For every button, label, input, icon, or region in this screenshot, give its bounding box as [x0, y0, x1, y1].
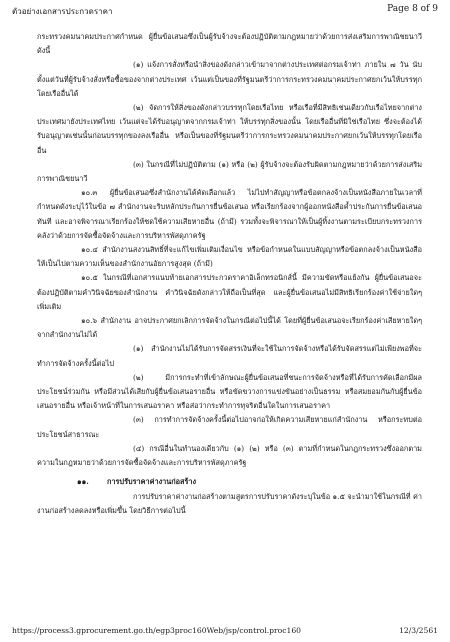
footer-url: https://process3.gprocurement.go.th/egp3proc160Web/jsp/control.proc160	[12, 626, 301, 635]
paragraph: (๒) มีการกระทำที่เข้าลักษณะผู้ยื่นข้อเสนอที่ชนะการจัดจ้างหรือที่ได้รับการคัดเลือกมีผลประโยชน์ร่วมกัน หรือมีส่วนได้เสียกับผู้ยื่นข้อเสนอรายอื่น หรือขัดขวางการแข่งขันอย่างเป็นธรรม หรือสมยอมกันกับผู้ยื่นข้อเสนอรายอื่น หรือเจ้าหน้าที่ในการเสนอราคา หรือส่อว่ากระทำการทุจริตอื่นใดในการเสนอราคา	[37, 372, 422, 411]
paragraph-list	[37, 30, 422, 470]
paragraph: (๑) แจ้งการสั่งหรือนำสิ่งของดังกล่าวเข้ามาจากต่างประเทศต่อกรมเจ้าท่า ภายใน ๗ วัน นับตั้งแต่วันที่ผู้รับจ้างสั่งหรือซื้อของจากต่างประเทศ เว้นแต่เป็นของที่รัฐมนตรีว่าการกระทรวงคมนาคมประกาศยกเว้นให้บรรทุกโดยเรืออื่นได้	[37, 60, 422, 98]
document-body	[37, 30, 422, 518]
paragraph: (๑) สำนักงานไม่ได้รับการจัดสรรเงินที่จะใช้ในการจัดจ้างหรือได้รับจัดสรรแต่ไม่เพียงพอที่จะทำการจัดจ้างครั้งนี้ต่อไป	[37, 344, 422, 368]
section-number: ๑๑.	[77, 477, 89, 487]
paragraph: (๔) กรณีอื่นในทำนองเดียวกับ (๑) (๒) หรือ (๓) ตามที่กำหนดในกฎกระทรวงซึ่งออกตามความในกฎหมายว่าด้วยการจัดซื้อจัดจ้างและการบริหารพัสดุภาครัฐ	[37, 443, 422, 468]
footer-date: 12/3/2561	[399, 626, 438, 635]
paragraph: (๒) จัดการให้สิ่งของดังกล่าวบรรทุกโดยเรือไทย หรือเรือที่มีสิทธิเช่นเดียวกับเรือไทยจากต่างประเทศมายังประเทศไทย เว้นแต่จะได้รับอนุญาตจากกรมเจ้าท่า ให้บรรทุกสิ่งของนั้น โดยเรืออื่นที่มิใช่เรือไทย ซึ่งจะต้องได้รับอนุญาตเช่นนั้นก่อนบรรทุกของลงเรืออื่น หรือเป็นของที่รัฐมนตรีว่าการกระทรวงคมนาคมประกาศยกเว้นให้บรรทุกโดยเรืออื่น	[37, 103, 422, 155]
section-11-heading	[37, 475, 422, 489]
paragraph: ๑๐.๓ ผู้ยื่นข้อเสนอซึ่งสำนักงานได้คัดเลือกแล้ว ไม่ไปทำสัญญาหรือข้อตกลงจ้างเป็นหนังสือภายในเวลาที่กำหนดดังระบุไว้ในข้อ ๗ สำนักงานจะริบหลักประกันการยื่นข้อเสนอ หรือเรียกร้องจากผู้ออกหนังสือค้ำประกันการยื่นข้อเสนอทันที และอาจพิจารณาเรียกร้องให้ชดใช้ความเสียหายอื่น (ถ้ามี) รวมทั้งจะพิจารณาให้เป็นผู้ทิ้งงานตามระเบียบกระทรวงการคลังว่าด้วยการจัดซื้อจัดจ้างและการบริหารพัสดุภาครัฐ	[37, 188, 422, 240]
page-number: Page 8 of 9	[387, 4, 438, 14]
paragraph: ๑๐.๔ สำนักงานสงวนสิทธิ์ที่จะแก้ไขเพิ่มเติมเงื่อนไข หรือข้อกำหนดในแบบสัญญาหรือข้อตกลงจ้างเป็นหนังสือให้เป็นไปตามความเห็นของสำนักงานอัยการสูงสุด (ถ้ามี)	[37, 245, 422, 269]
paragraph: (๓) การทำการจัดจ้างครั้งนี้ต่อไปอาจก่อให้เกิดความเสียหายแก่สำนักงาน หรือกระทบต่อประโยชน์สาธารณะ	[37, 415, 422, 439]
paragraph: ๑๐.๖ สำนักงาน อาจประกาศยกเลิกการจัดจ้างในกรณีต่อไปนี้ได้ โดยที่ผู้ยื่นข้อเสนอจะเรียกร้องค่าเสียหายใดๆ จากสำนักงานไม่ได้	[37, 316, 422, 340]
paragraph: (๓) ในกรณีที่ไม่ปฏิบัติตาม (๑) หรือ (๒) ผู้รับจ้างจะต้องรับผิดตามกฎหมายว่าด้วยการส่งเสริมการพาณิชยนาวี	[37, 159, 422, 184]
section-title: การปรับราคาค่างานก่อสร้าง	[107, 477, 197, 487]
paragraph: ๑๐.๕ ในกรณีที่เอกสารแนบท้ายเอกสารประกวดราคาอิเล็กทรอนิกส์นี้ มีความขัดหรือแย้งกัน ผู้ยื่นข้อเสนอจะต้องปฏิบัติตามคำวินิจฉัยของสำนักงาน คำวินิจฉัยดังกล่าวให้ถือเป็นที่สุด และผู้ยื่นข้อเสนอไม่มีสิทธิเรียกร้องค่าใช้จ่ายใดๆ เพิ่มเติม	[37, 273, 422, 311]
paragraph: กระทรวงคมนาคมประกาศกำหนด ผู้ยื่นข้อเสนอซึ่งเป็นผู้รับจ้างจะต้องปฏิบัติตามกฎหมายว่าด้วยการส่งเสริมการพาณิชยนาวี ดังนี้	[37, 32, 422, 56]
header-title: ตัวอย่างเอกสารประกวดราคา	[12, 7, 113, 16]
section-11-text: การปรับราคาค่างานก่อสร้างตามสูตรการปรับราคาดังระบุในข้อ ๑.๕ จะนำมาใช้ในกรณีที่ ค่างานก่อสร้างลดลงหรือเพิ่มขึ้น โดยวิธีการต่อไปนี้	[37, 491, 422, 515]
